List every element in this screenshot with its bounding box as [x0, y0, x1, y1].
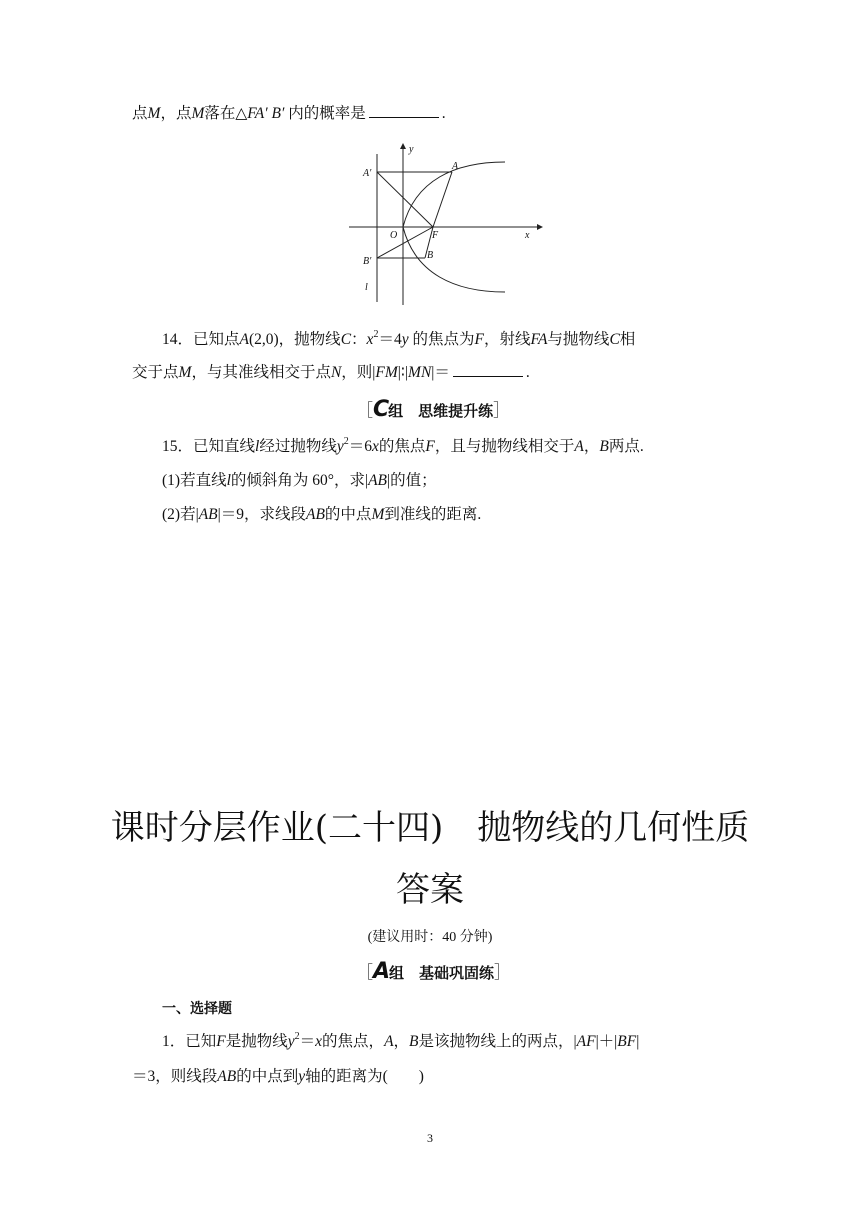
- label-x: x: [525, 230, 530, 241]
- q1-line1: 1．已知F是抛物线$y^2=x$的焦点，A，B是该抛物线上的两点，|AF|＋|BF|: [162, 1030, 640, 1050]
- section-heading: 一、选择题: [162, 1001, 232, 1017]
- parabola-figure: [345, 140, 545, 310]
- answer-title: 课时分层作业(二十四) 抛物线的几何性质: [110, 808, 750, 848]
- suggested-time: (建议用时：40 分钟): [367, 930, 493, 945]
- q1-line2: ＝3，则线段AB的中点到y轴的距离为( ): [132, 1068, 424, 1085]
- q14-line1: 14．已知点A(2,0)，抛物线C：$x^2=4y$ 的焦点为F，射线FA与抛物线C相: [162, 328, 636, 348]
- label-b-prime: B′: [363, 256, 372, 267]
- label-o: O: [390, 230, 398, 241]
- y-axis-arrow: [400, 143, 406, 149]
- q13-tail-line: 点M，点M落在△FA′ B′ 内的概率是 .: [132, 105, 446, 122]
- answer-subtitle: 答案: [396, 870, 464, 910]
- label-a-prime: A′: [363, 168, 372, 179]
- line-f-bprime: [377, 227, 433, 258]
- label-y: y: [409, 144, 414, 155]
- q15-part1: (1)若直线l的倾斜角为 60°，求|AB|的值；: [162, 472, 437, 489]
- q15-line: 15．已知直线l经过抛物线$y^2=6x$的焦点F，且与抛物线相交于A，B两点.: [162, 435, 644, 455]
- page-number: 3: [427, 1131, 433, 1145]
- q14-line2: 交于点M，与其准线相交于点N，则|FM|∶|MN|＝ .: [132, 364, 530, 381]
- answer-blank: [453, 362, 523, 377]
- label-l: l: [365, 282, 368, 293]
- q15-part2: (2)若|AB|＝9，求线段AB的中点M到准线的距离.: [162, 506, 482, 523]
- x-axis-arrow: [537, 224, 543, 230]
- label-f: F: [432, 230, 439, 241]
- group-a-header: ［A组 基础巩固练］: [356, 959, 512, 984]
- line-a-f: [433, 172, 452, 227]
- label-b: B: [427, 250, 434, 261]
- group-c-header: ［C组 思维提升练］: [356, 397, 511, 422]
- label-a: A: [452, 161, 459, 172]
- answer-blank: [369, 103, 439, 118]
